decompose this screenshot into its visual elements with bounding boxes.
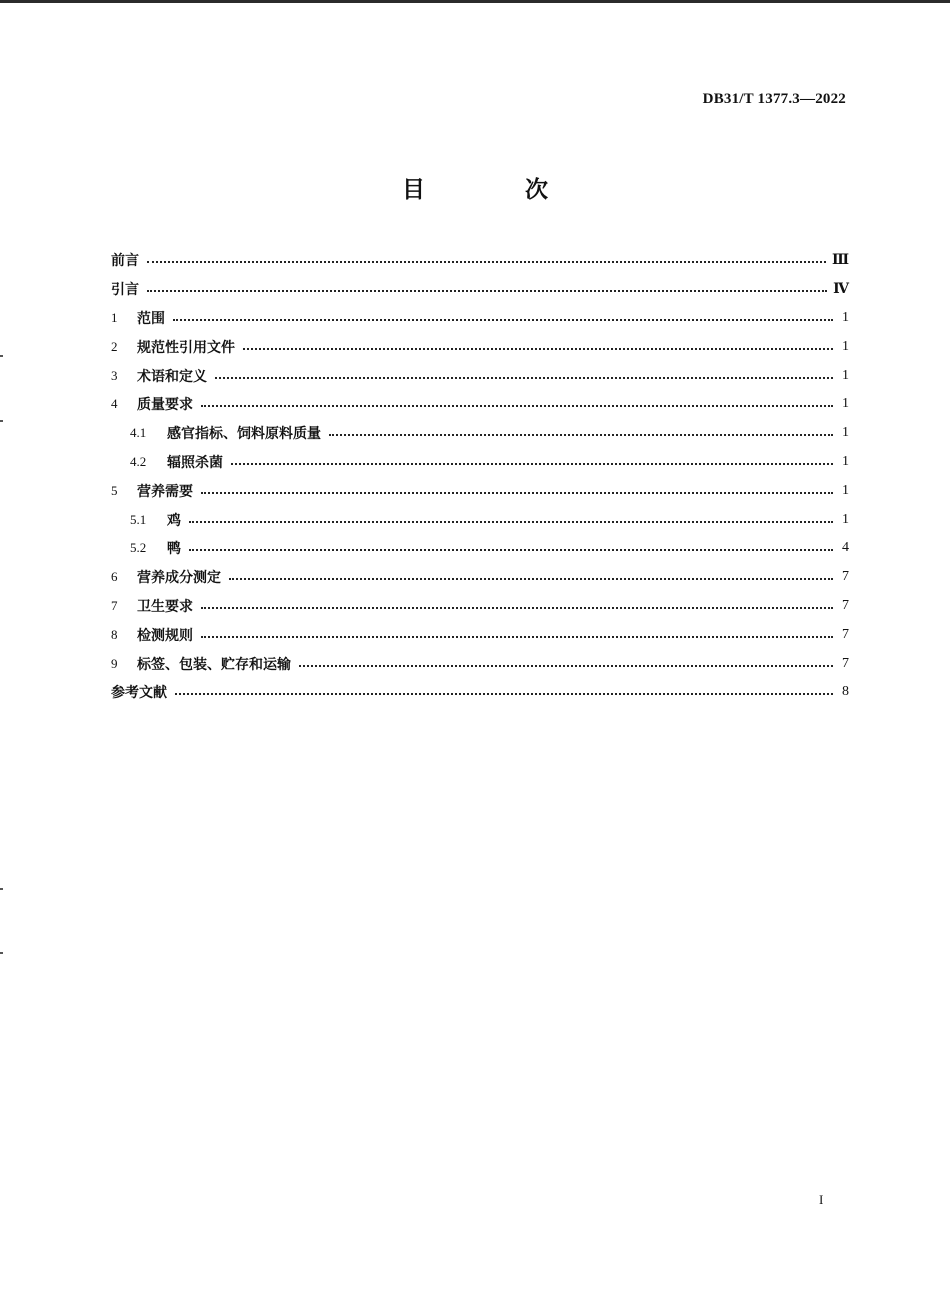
document-code: DB31/T 1377.3—2022: [702, 91, 846, 107]
toc-entry-page: 4: [842, 540, 849, 556]
toc-entry-page: Ⅳ: [833, 281, 849, 297]
toc-entry-page: 7: [842, 626, 849, 642]
toc-entry-title: 引言: [111, 282, 139, 299]
toc-entry-number: 2: [111, 338, 118, 354]
toc-entry-title: 前言: [111, 253, 139, 270]
toc-entry-4-1[interactable]: [111, 419, 849, 448]
dot-leader: [189, 521, 833, 523]
toc-entry-number: 4: [111, 396, 118, 412]
dot-leader: [201, 492, 833, 494]
toc-entry-number: 9: [111, 655, 118, 671]
toc-entry-3[interactable]: [111, 361, 849, 390]
toc-entry-4-2[interactable]: [111, 448, 849, 477]
scan-mark: [0, 355, 3, 357]
toc-entry-number: 7: [111, 597, 118, 613]
dot-leader: [175, 693, 833, 695]
table-of-contents: [111, 246, 849, 707]
toc-entry-number: 4.1: [130, 425, 147, 441]
toc-entry-page: 1: [842, 309, 849, 325]
toc-entry-page: 8: [842, 684, 849, 700]
toc-entry-page: 1: [842, 425, 849, 441]
toc-entry-9[interactable]: [111, 649, 849, 678]
dot-leader: [147, 261, 826, 263]
dot-leader: [189, 549, 833, 551]
toc-entry-title: 辐照杀菌: [167, 454, 223, 471]
toc-entry-number: 6: [111, 569, 118, 585]
dot-leader: [201, 405, 833, 407]
toc-entry-number: 3: [111, 367, 118, 383]
dot-leader: [215, 377, 833, 379]
dot-leader: [299, 665, 833, 667]
toc-entry-number: 5: [111, 482, 118, 498]
dot-leader: [173, 319, 833, 321]
page-number: I: [819, 1192, 824, 1207]
toc-entry-title: 营养成分测定: [137, 570, 221, 587]
toc-entry-2[interactable]: [111, 332, 849, 361]
top-border-line: [0, 0, 950, 3]
toc-entry-8[interactable]: [111, 620, 849, 649]
toc-entry-title: 检测规则: [137, 627, 193, 644]
scan-mark: [0, 420, 3, 422]
dot-leader: [231, 463, 833, 465]
toc-entry-7[interactable]: [111, 592, 849, 621]
dot-leader: [147, 290, 827, 292]
toc-entry-page: 1: [842, 396, 849, 412]
toc-entry-title: 质量要求: [137, 397, 193, 414]
toc-entry-introduction[interactable]: [111, 275, 849, 304]
toc-entry-title: 术语和定义: [137, 368, 207, 385]
toc-entry-number: 5.2: [130, 540, 147, 556]
toc-entry-page: 1: [842, 367, 849, 383]
toc-entry-title: 卫生要求: [137, 598, 193, 615]
toc-entry-number: 5.1: [130, 511, 147, 527]
toc-entry-5[interactable]: [111, 476, 849, 505]
toc-entry-5-1[interactable]: [111, 505, 849, 534]
toc-entry-title: 营养需要: [137, 483, 193, 500]
dot-leader: [229, 578, 833, 580]
toc-entry-5-2[interactable]: [111, 534, 849, 563]
toc-entry-title: 规范性引用文件: [137, 339, 235, 356]
toc-entry-page: 1: [842, 453, 849, 469]
toc-entry-4[interactable]: [111, 390, 849, 419]
toc-entry-foreword[interactable]: [111, 246, 849, 275]
dot-leader: [201, 607, 833, 609]
dot-leader: [201, 636, 833, 638]
toc-entry-title: 标签、包装、贮存和运输: [137, 656, 291, 673]
toc-entry-title: 鸡: [167, 512, 181, 529]
toc-entry-page: 7: [842, 569, 849, 585]
dot-leader: [329, 434, 833, 436]
toc-entry-page: 7: [842, 655, 849, 671]
toc-entry-1[interactable]: [111, 304, 849, 333]
toc-entry-bibliography[interactable]: [111, 678, 849, 707]
page-title: 目 次: [401, 177, 594, 203]
toc-entry-title: 感官指标、饲料原料质量: [167, 426, 321, 443]
toc-entry-page: 7: [842, 597, 849, 613]
toc-entry-number: 1: [111, 309, 118, 325]
scan-mark: [0, 888, 3, 890]
toc-entry-page: 1: [842, 511, 849, 527]
toc-entry-number: 8: [111, 626, 118, 642]
toc-entry-title: 参考文献: [111, 685, 167, 702]
toc-entry-page: 1: [842, 338, 849, 354]
dot-leader: [243, 348, 833, 350]
toc-entry-title: 鸭: [167, 541, 181, 558]
toc-entry-title: 范围: [137, 310, 165, 327]
toc-entry-6[interactable]: [111, 563, 849, 592]
toc-entry-page: 1: [842, 482, 849, 498]
toc-entry-page: Ⅲ: [831, 252, 849, 268]
toc-entry-number: 4.2: [130, 453, 147, 469]
scan-mark: [0, 952, 3, 954]
